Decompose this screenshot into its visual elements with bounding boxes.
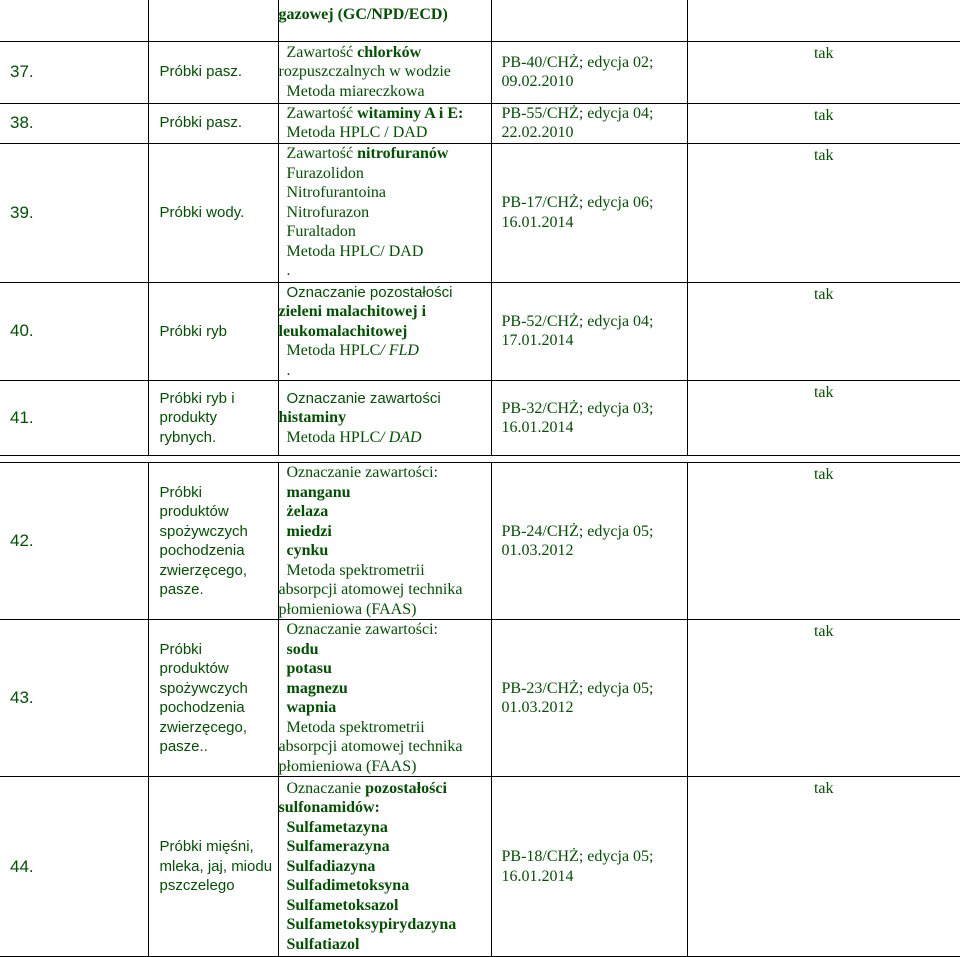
sample-line: spożywczych [160, 679, 278, 699]
method-text: Metoda spektrometrii [279, 562, 425, 579]
method-line [279, 144, 491, 164]
doc-line: 16.01.2014 [502, 418, 687, 438]
sample-line: pasze. [160, 580, 278, 600]
row-number: 44. [0, 777, 148, 957]
method-text: / FLD [380, 342, 419, 359]
procedure-doc-cell [491, 282, 687, 381]
method-text: Metoda HPLC/ DAD [279, 243, 424, 260]
sample-line: Próbki [160, 640, 278, 660]
doc-line: 17.01.2014 [502, 331, 687, 351]
method-line [279, 857, 491, 877]
method-line [279, 718, 491, 738]
method-line [279, 62, 491, 82]
method-cell [278, 777, 491, 957]
method-cell [278, 381, 491, 456]
header-method-tail: gazowej (GC/NPD/ECD) [278, 0, 491, 41]
sample-type-cell [148, 103, 278, 143]
sample-line: pochodzenia [160, 541, 278, 561]
row-number: 42. [0, 463, 148, 620]
doc-line: PB-24/CHŻ; edycja 05; [502, 522, 687, 542]
method-line [279, 698, 491, 718]
table-row [0, 103, 960, 143]
sample-line: zwierzęcego, [160, 561, 278, 581]
table-row [0, 463, 960, 620]
method-line [279, 659, 491, 679]
sample-line: Próbki ryb i [160, 389, 278, 409]
header-cell-doc [491, 0, 687, 41]
header-cell-accred [687, 0, 960, 41]
method-text: Sulfamerazyna [279, 838, 390, 855]
doc-line: PB-17/CHŻ; edycja 06; [502, 193, 687, 213]
accreditation-cell [687, 777, 960, 957]
doc-line: PB-55/CHŻ; edycja 04; [502, 104, 687, 124]
row-number: 41. [0, 381, 148, 456]
accreditation-cell [687, 620, 960, 777]
row-number: 43. [0, 620, 148, 777]
doc-line: PB-40/CHŻ; edycja 02; [502, 53, 687, 73]
method-line [279, 123, 491, 143]
method-line [279, 43, 491, 63]
sample-line: Próbki [160, 483, 278, 503]
method-text: Sulfametazyna [279, 819, 388, 836]
method-line [279, 779, 491, 799]
row-number: 38. [0, 103, 148, 143]
table-row [0, 41, 960, 103]
method-line [279, 463, 491, 483]
method-line [279, 522, 491, 542]
table-row [0, 777, 960, 957]
accreditation-status: tak [688, 285, 960, 305]
method-cell [278, 463, 491, 620]
method-line [279, 798, 491, 818]
method-line [279, 580, 491, 600]
method-text: Metoda miareczkowa [279, 83, 425, 100]
doc-line: PB-18/CHŻ; edycja 05; [502, 847, 687, 867]
method-line [279, 222, 491, 242]
method-line [279, 82, 491, 102]
method-line [279, 483, 491, 503]
method-text: Sulfadiazyna [279, 858, 376, 875]
sample-line: pochodzenia [160, 698, 278, 718]
method-line [279, 322, 491, 342]
doc-line: 01.03.2012 [502, 541, 687, 561]
accreditation-status: tak [688, 779, 960, 799]
sample-line: Próbki mięśni, [160, 837, 278, 857]
sample-line: zwierzęcego, [160, 718, 278, 738]
method-text: potasu [279, 660, 332, 677]
method-line [279, 737, 491, 757]
sample-line: rybnych. [160, 428, 278, 448]
method-text: Metoda HPLC [279, 342, 381, 359]
sample-line: Próbki pasz. [160, 113, 278, 133]
doc-line: 01.03.2012 [502, 698, 687, 718]
method-text: rozpuszczalnych w wodzie [279, 63, 451, 80]
method-text: Oznaczanie zawartości: [279, 621, 438, 638]
method-text: Nitrofurantoina [279, 184, 387, 201]
accreditation-cell [687, 41, 960, 103]
method-line [279, 935, 491, 955]
accreditation-status: tak [688, 465, 960, 485]
method-cell [278, 620, 491, 777]
sample-line: spożywczych [160, 522, 278, 542]
row-number: 40. [0, 282, 148, 381]
procedure-doc-cell [491, 620, 687, 777]
sample-line: pszczelego [160, 876, 278, 896]
procedure-doc-cell [491, 381, 687, 456]
table-row [0, 143, 960, 282]
method-text: Sulfametoksypirydazyna [279, 916, 457, 933]
method-line [279, 502, 491, 522]
procedure-doc-cell [491, 103, 687, 143]
accreditation-cell [687, 282, 960, 381]
procedure-doc-cell [491, 143, 687, 282]
method-text: Sulfadimetoksyna [279, 877, 410, 894]
method-text: Zawartość [279, 44, 358, 61]
sample-line: Próbki wody. [160, 203, 278, 223]
doc-line: PB-32/CHŻ; edycja 03; [502, 399, 687, 419]
procedure-doc-cell [491, 41, 687, 103]
method-text: Furaltadon [279, 223, 356, 240]
method-text: pozostałości [365, 780, 447, 797]
sample-line: Próbki pasz. [160, 62, 278, 82]
method-text: Metoda HPLC [279, 429, 381, 446]
method-text: Furazolidon [279, 165, 364, 182]
accreditation-status: tak [688, 146, 960, 166]
method-line [279, 620, 491, 640]
sample-type-cell [148, 282, 278, 381]
method-line [279, 164, 491, 184]
method-line [279, 818, 491, 838]
sample-line: mleka, jaj, miodu [160, 857, 278, 877]
method-text: Nitrofurazon [279, 204, 370, 221]
method-text: Sulfatiazol [279, 936, 360, 953]
accreditation-cell [687, 103, 960, 143]
method-line [279, 541, 491, 561]
method-line [279, 837, 491, 857]
method-line [279, 261, 491, 281]
accreditation-cell [687, 381, 960, 456]
spacer-row [0, 456, 960, 463]
method-line [279, 915, 491, 935]
method-text: Sulfametoksazol [279, 897, 399, 914]
method-line [279, 203, 491, 223]
method-line [279, 104, 491, 124]
method-text: sodu [279, 641, 319, 658]
method-line [279, 896, 491, 916]
doc-line: 16.01.2014 [502, 867, 687, 887]
method-text: chlorków [357, 44, 421, 61]
method-line [279, 341, 491, 361]
method-text: Metoda spektrometrii [279, 719, 425, 736]
method-text: absorpcji atomowej technika [279, 738, 463, 755]
method-text: żelaza [279, 503, 329, 520]
table-row [0, 620, 960, 777]
method-text: absorpcji atomowej technika [279, 581, 463, 598]
method-cell [278, 143, 491, 282]
doc-line: PB-52/CHŻ; edycja 04; [502, 312, 687, 332]
method-cell [278, 41, 491, 103]
method-text: witaminy A i E: [357, 105, 463, 122]
method-text: Oznaczanie zawartości [279, 390, 441, 407]
method-text: leukomalachitowej [279, 323, 408, 340]
method-text: Metoda HPLC / DAD [279, 124, 428, 141]
method-line [279, 361, 491, 381]
method-text: manganu [279, 484, 351, 501]
method-line [279, 876, 491, 896]
header-row [0, 0, 960, 41]
accreditation-status: tak [688, 383, 960, 403]
method-line [279, 242, 491, 262]
method-line [279, 561, 491, 581]
accreditation-status: tak [688, 622, 960, 642]
method-line [279, 600, 491, 620]
header-cell-sample [148, 0, 278, 41]
method-text: / DAD [380, 429, 421, 446]
method-text: Oznaczanie [279, 780, 366, 797]
doc-line: 16.01.2014 [502, 213, 687, 233]
method-text: magnezu [279, 680, 348, 697]
method-text: miedzi [279, 523, 332, 540]
sample-line: produkty [160, 408, 278, 428]
doc-line: 22.02.2010 [502, 123, 687, 143]
doc-line: PB-23/CHŻ; edycja 05; [502, 679, 687, 699]
method-text: nitrofuranów [357, 145, 448, 162]
method-line [279, 640, 491, 660]
method-line [279, 283, 491, 303]
method-text: Oznaczanie pozostałości [279, 284, 453, 301]
sample-line: produktów [160, 502, 278, 522]
sample-line: produktów [160, 659, 278, 679]
method-text: płomieniowa (FAAS) [279, 758, 417, 775]
method-text: Zawartość [279, 105, 358, 122]
method-cell [278, 282, 491, 381]
doc-line: 09.02.2010 [502, 72, 687, 92]
method-line [279, 679, 491, 699]
header-cell-no [0, 0, 148, 41]
method-text: sulfonamidów: [279, 799, 380, 816]
row-number: 37. [0, 41, 148, 103]
accreditation-status: tak [688, 44, 960, 64]
method-text: Oznaczanie zawartości: [279, 464, 438, 481]
method-line [279, 389, 491, 409]
sample-type-cell [148, 41, 278, 103]
accreditation-status: tak [688, 106, 960, 126]
table-row [0, 282, 960, 381]
procedure-doc-cell [491, 777, 687, 957]
row-number: 39. [0, 143, 148, 282]
method-line [279, 183, 491, 203]
method-line [279, 408, 491, 428]
method-line [279, 302, 491, 322]
method-text: cynku [279, 542, 329, 559]
method-cell [278, 103, 491, 143]
method-text: Zawartość [279, 145, 358, 162]
table-row [0, 381, 960, 456]
sample-type-cell [148, 777, 278, 957]
method-text: wapnia [279, 699, 337, 716]
sample-line: pasze.. [160, 737, 278, 757]
sample-type-cell [148, 463, 278, 620]
method-line [279, 428, 491, 448]
sample-type-cell [148, 381, 278, 456]
sample-type-cell [148, 143, 278, 282]
method-text: . [279, 262, 291, 279]
accreditation-cell [687, 463, 960, 620]
method-text: histaminy [279, 409, 347, 426]
method-text: zieleni malachitowej i [279, 303, 427, 320]
method-text: płomieniowa (FAAS) [279, 601, 417, 618]
method-line [279, 757, 491, 777]
sample-type-cell [148, 620, 278, 777]
sample-line: Próbki ryb [160, 322, 278, 342]
accreditation-cell [687, 143, 960, 282]
procedure-doc-cell [491, 463, 687, 620]
method-text: . [279, 362, 291, 379]
